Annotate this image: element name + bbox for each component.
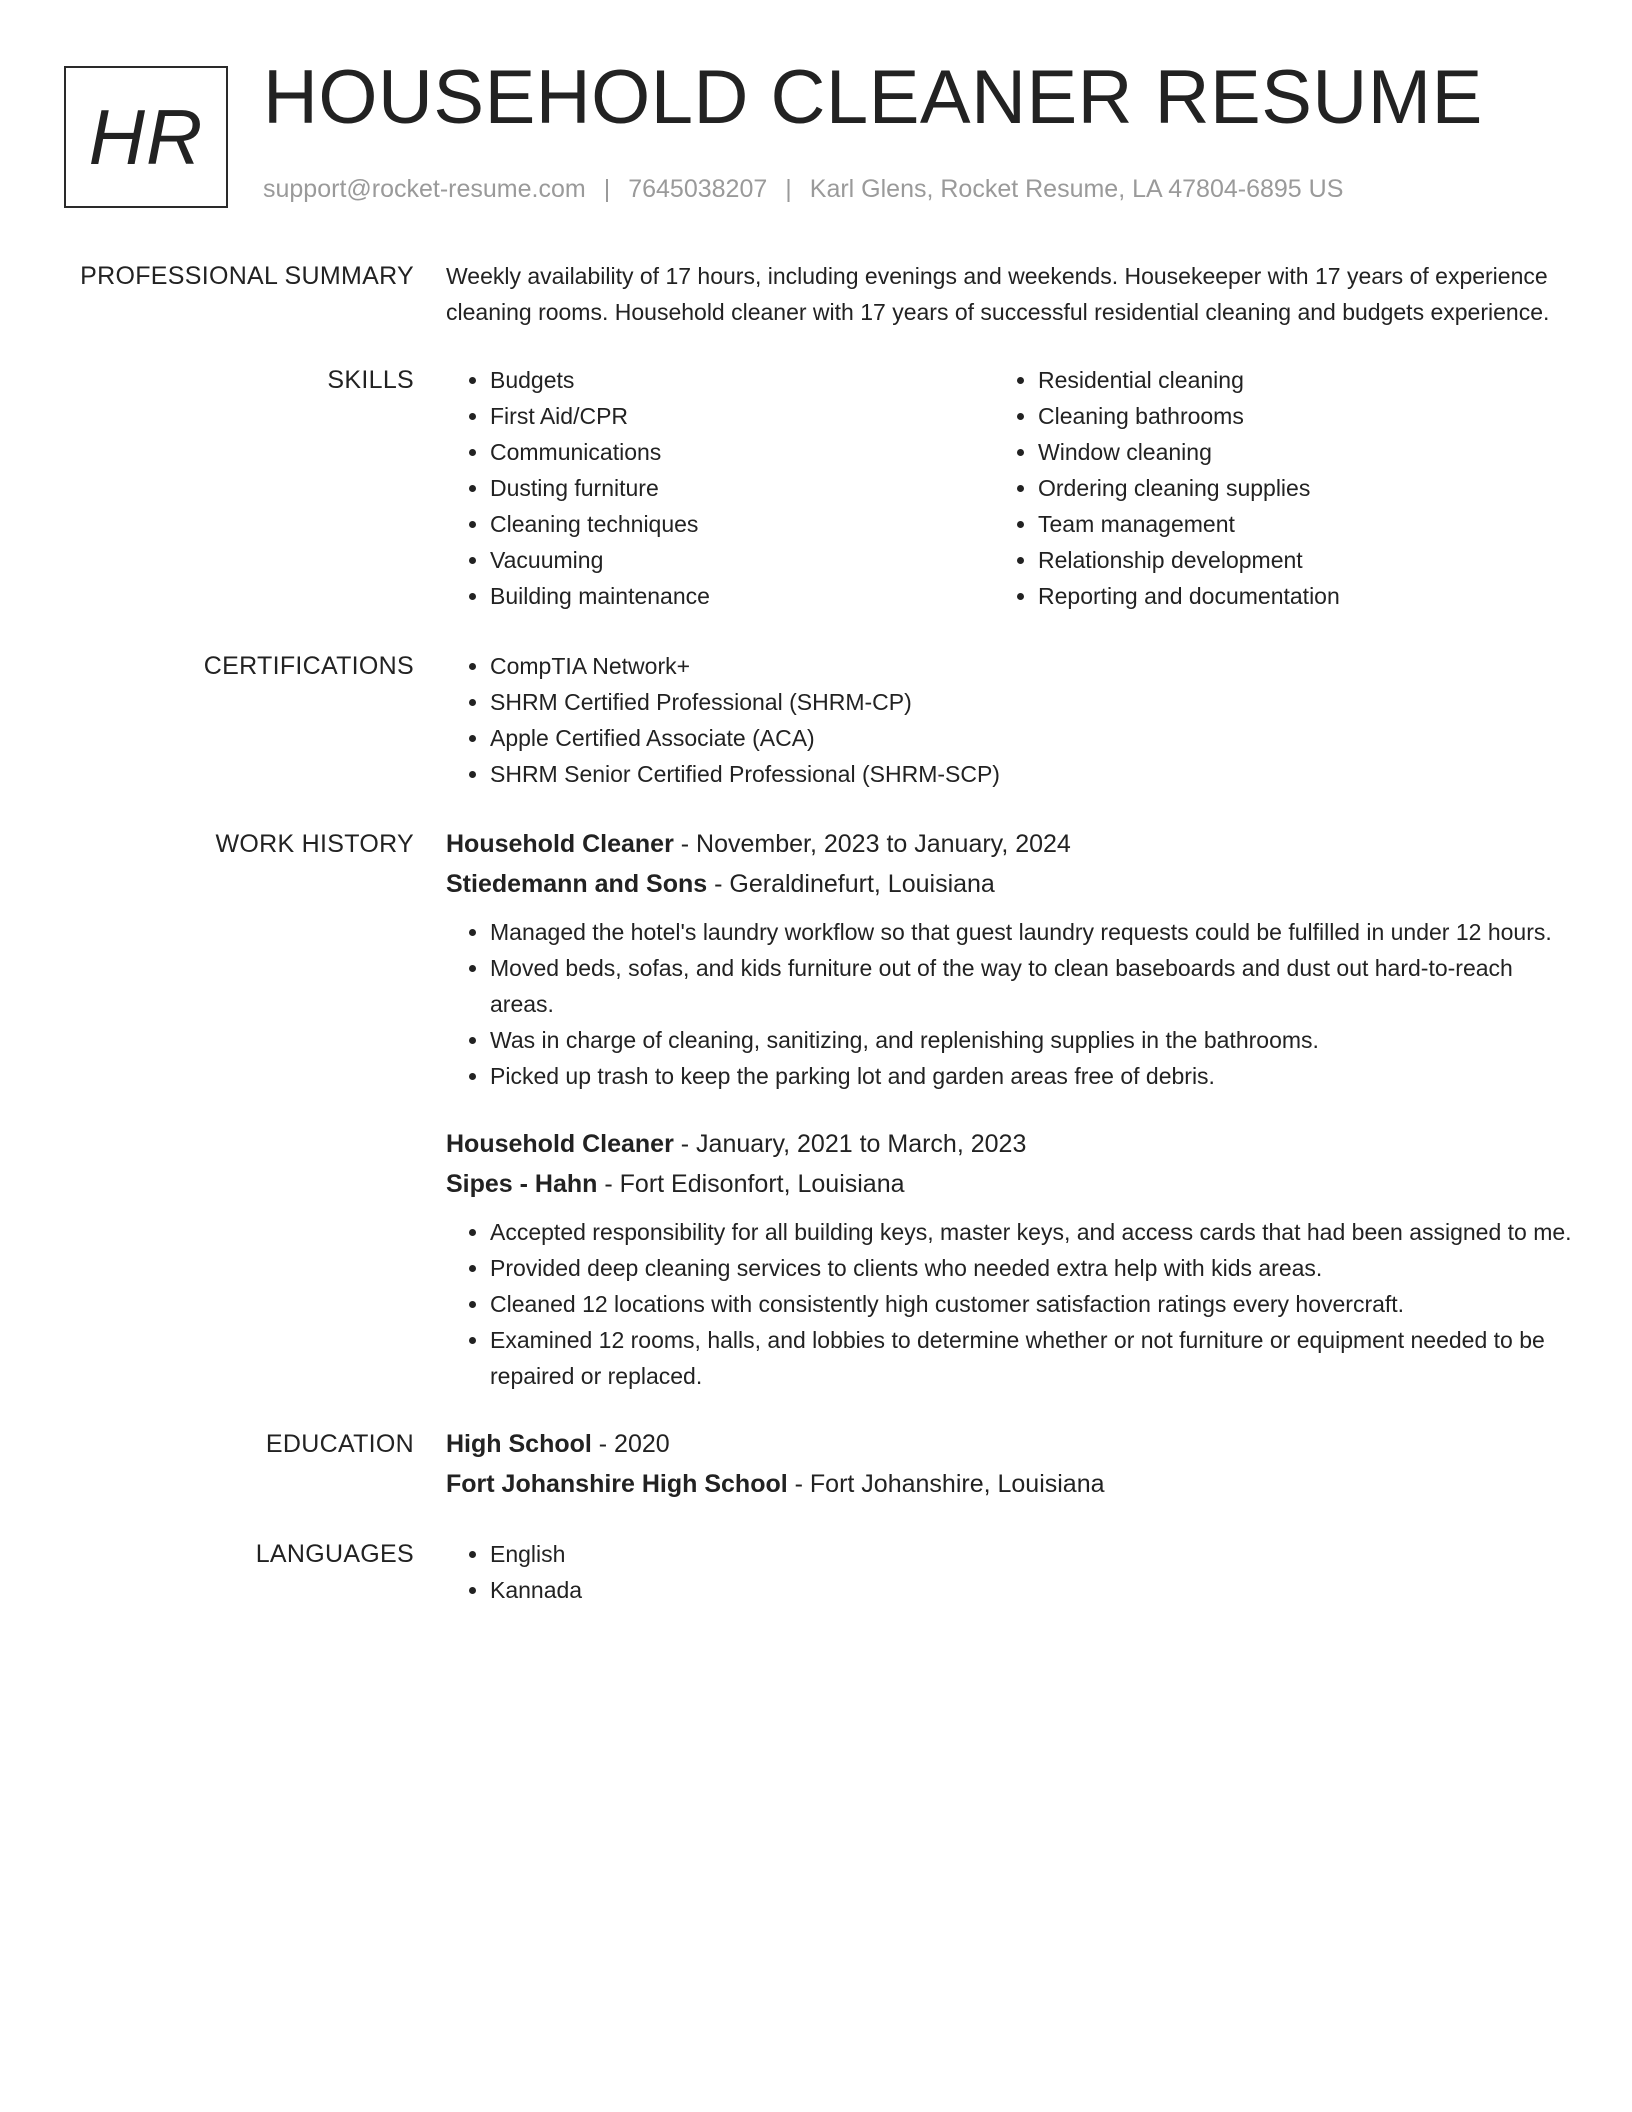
list-item: • Provided deep cleaning services to clients who needed extra help with kids areas. bbox=[490, 1250, 1572, 1286]
job-entry bbox=[446, 1124, 1572, 1394]
section-label: CERTIFICATIONS bbox=[203, 652, 414, 680]
section-label: WORK HISTORY bbox=[215, 830, 414, 858]
resume-title: HOUSEHOLD CLEANER RESUME bbox=[263, 55, 1483, 140]
list-item: • Reporting and documentation bbox=[1038, 578, 1542, 614]
list-item: • Picked up trash to keep the parking lot and garden areas free of debris. bbox=[490, 1058, 1572, 1094]
job-company: Stiedemann and Sons bbox=[446, 870, 708, 898]
list-item: • Relationship development bbox=[1038, 542, 1542, 578]
certifications-body bbox=[446, 648, 1572, 792]
education-location: - Fort Johanshire, Louisiana bbox=[787, 1470, 1105, 1498]
skills-body bbox=[446, 362, 1572, 614]
skills-grid bbox=[446, 362, 1572, 614]
section-label: SKILLS bbox=[327, 366, 414, 394]
contact-separator: | bbox=[603, 175, 611, 203]
section-skills bbox=[0, 362, 1632, 614]
section-certifications bbox=[0, 648, 1632, 792]
section-summary bbox=[0, 258, 1632, 330]
section-work-history bbox=[0, 824, 1632, 1394]
education-year: - 2020 bbox=[591, 1430, 670, 1458]
list-item: • Cleaning techniques bbox=[490, 506, 994, 542]
list-item: • CompTIA Network+ bbox=[490, 648, 1572, 684]
section-languages bbox=[0, 1536, 1632, 1608]
list-item: • Vacuuming bbox=[490, 542, 994, 578]
job-entry bbox=[446, 824, 1572, 1094]
contact-line bbox=[263, 175, 1343, 204]
job-title: Household Cleaner bbox=[446, 830, 674, 858]
job-dates: - January, 2021 to March, 2023 bbox=[673, 1130, 1027, 1158]
list-item: • Kannada bbox=[490, 1572, 1572, 1608]
job-title: Household Cleaner bbox=[446, 1130, 674, 1158]
list-item: • Examined 12 rooms, halls, and lobbies to determine whether or not furniture or equipment needed to be repaired or replaced. bbox=[490, 1322, 1572, 1394]
list-item: • Cleaning bathrooms bbox=[1038, 398, 1542, 434]
education-body bbox=[446, 1424, 1572, 1504]
education-school-line bbox=[446, 1464, 1572, 1504]
work-history-body bbox=[446, 824, 1572, 1394]
job-dates: - November, 2023 to January, 2024 bbox=[673, 830, 1071, 858]
list-item: • Communications bbox=[490, 434, 994, 470]
job-bullets bbox=[446, 914, 1572, 1094]
job-bullets bbox=[446, 1214, 1572, 1394]
skills-list-right bbox=[994, 362, 1542, 614]
education-school: Fort Johanshire High School bbox=[446, 1470, 788, 1498]
list-item: • Team management bbox=[1038, 506, 1542, 542]
job-title-line bbox=[446, 824, 1572, 864]
list-item: • Managed the hotel's laundry workflow so that guest laundry requests could be fulfilled in under 12 hours. bbox=[490, 914, 1572, 950]
languages-list bbox=[446, 1536, 1572, 1608]
job-location: - Fort Edisonfort, Louisiana bbox=[597, 1170, 905, 1198]
list-item: • Dusting furniture bbox=[490, 470, 994, 506]
education-degree-line bbox=[446, 1424, 1572, 1464]
list-item: • Apple Certified Associate (ACA) bbox=[490, 720, 1572, 756]
job-location: - Geraldinefurt, Louisiana bbox=[707, 870, 995, 898]
list-item: • SHRM Senior Certified Professional (SHRM-SCP) bbox=[490, 756, 1572, 792]
list-item: • Accepted responsibility for all building keys, master keys, and access cards that had been assigned to me. bbox=[490, 1214, 1572, 1250]
job-company-line bbox=[446, 1164, 1572, 1204]
list-item: • Budgets bbox=[490, 362, 994, 398]
certifications-list bbox=[446, 648, 1572, 792]
summary-text: Weekly availability of 17 hours, including evenings and weekends. Housekeeper with 17 years of experience cleaning rooms. Household cleaner with 17 years of successful residential cleaning and budgets experience. bbox=[446, 263, 1550, 325]
list-item: • Window cleaning bbox=[1038, 434, 1542, 470]
list-item: • First Aid/CPR bbox=[490, 398, 994, 434]
contact-phone: 7645038207 bbox=[628, 175, 768, 203]
list-item: • English bbox=[490, 1536, 1572, 1572]
resume-sections bbox=[0, 258, 1632, 1608]
section-education bbox=[0, 1424, 1632, 1504]
job-company-line bbox=[446, 864, 1572, 904]
education-degree: High School bbox=[446, 1430, 592, 1458]
contact-separator: | bbox=[785, 175, 792, 203]
job-company: Sipes - Hahn bbox=[446, 1170, 598, 1198]
list-item: • Was in charge of cleaning, sanitizing, and replenishing supplies in the bathrooms. bbox=[490, 1022, 1572, 1058]
list-item: • Residential cleaning bbox=[1038, 362, 1542, 398]
list-item: • Building maintenance bbox=[490, 578, 994, 614]
section-label: PROFESSIONAL SUMMARY bbox=[80, 262, 414, 290]
list-item: • Moved beds, sofas, and kids furniture out of the way to clean baseboards and dust out hard-to-reach areas. bbox=[490, 950, 1572, 1022]
section-label: EDUCATION bbox=[265, 1430, 414, 1458]
monogram-initials: HR bbox=[88, 92, 204, 181]
languages-body bbox=[446, 1536, 1572, 1608]
job-title-line bbox=[446, 1124, 1572, 1164]
list-item: • Cleaned 12 locations with consistently high customer satisfaction ratings every hovercraft. bbox=[490, 1286, 1572, 1322]
section-label: LANGUAGES bbox=[255, 1540, 414, 1568]
list-item: • Ordering cleaning supplies bbox=[1038, 470, 1542, 506]
contact-email: support@rocket-resume.com bbox=[263, 175, 586, 203]
contact-address: Karl Glens, Rocket Resume, LA 47804-6895 US bbox=[809, 175, 1344, 203]
monogram-box bbox=[64, 66, 228, 208]
list-item: • SHRM Certified Professional (SHRM-CP) bbox=[490, 684, 1572, 720]
skills-list-left bbox=[446, 362, 994, 614]
